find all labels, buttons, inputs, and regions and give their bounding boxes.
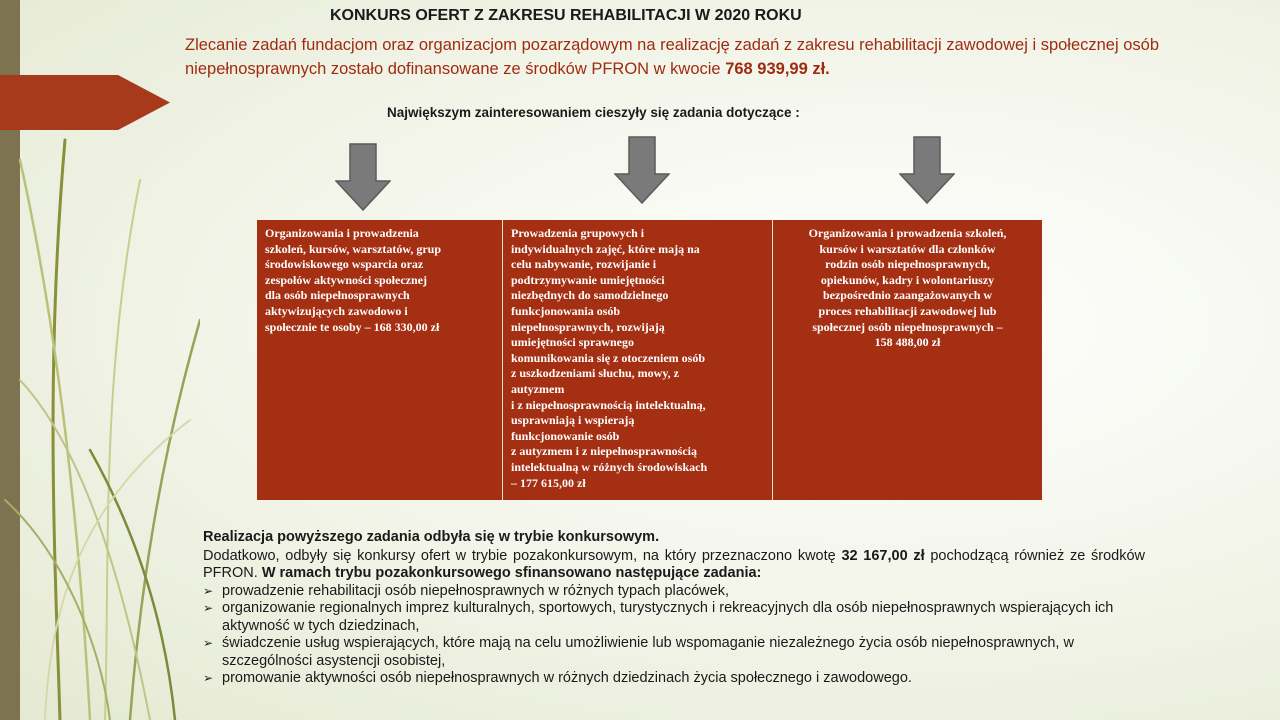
page-title: KONKURS OFERT Z ZAKRESU REHABILITACJI W 2020 ROKU bbox=[330, 7, 802, 24]
list-item-text: prowadzenie rehabilitacji osób niepełnosprawnych w różnych typach placówek, bbox=[222, 582, 729, 599]
intro-text bbox=[185, 33, 1175, 81]
list-item bbox=[203, 635, 1145, 670]
list-item bbox=[203, 583, 1145, 601]
summary-lead: Realizacja powyższego zadania odbyła się w trybie konkursowym. bbox=[203, 529, 660, 545]
task-box-group-classes bbox=[502, 220, 772, 500]
summary-para-bold: W ramach trybu pozakonkursowego sfinansowano następujące zadania: bbox=[261, 565, 762, 581]
task-boxes bbox=[257, 220, 1042, 500]
grass-decoration bbox=[0, 120, 200, 720]
summary-section bbox=[203, 529, 1145, 688]
task-box-text: Organizowania i prowadzenia szkoleń, kursów i warsztatów dla członków rodzin osób niepełnosprawnych, opiekunów, kadry i wolontariuszy bezpośrednio zaangażowanych w proces rehabilitacji zawodowej lub społecznej osób niepełnosprawnych – 158 488,00 zł bbox=[808, 226, 1007, 350]
intro-amount: 768 939,99 zł. bbox=[725, 60, 830, 78]
task-box-trainings bbox=[257, 220, 502, 500]
summary-paragraph bbox=[203, 548, 1145, 583]
list-item bbox=[203, 670, 1145, 688]
arrow-bullet-icon: ➢ bbox=[203, 583, 214, 598]
task-list bbox=[203, 583, 1145, 688]
subheading: Największym zainteresowaniem cieszyły się zadania dotyczące : bbox=[387, 105, 800, 120]
task-box-text: Organizowania i prowadzenia szkoleń, kursów, warsztatów, grup środowiskowego wsparcia oraz zespołów aktywności społecznej dla osób niepełnosprawnych aktywizujących zawodowo i społecznie te osoby – 168 330,00 zł bbox=[265, 226, 442, 334]
arrow-bullet-icon: ➢ bbox=[203, 601, 214, 615]
list-item-text: promowanie aktywności osób niepełnosprawnych w różnych dziedzinach życia społecznego i zawodowego. bbox=[222, 670, 912, 686]
arrow-bullet-icon: ➢ bbox=[203, 671, 214, 685]
list-item-text: świadczenie usług wspierających, które mają na celu umożliwienie lub wspomaganie niezależnego życia osób niepełnosprawnych, w szczególności asystencji osobistej, bbox=[222, 635, 1074, 669]
summary-para-part1: Dodatkowo, odbyły się konkursy ofert w trybie pozakonkursowym, na który przeznaczono kwotę bbox=[203, 547, 842, 564]
down-arrow-icon bbox=[899, 136, 955, 204]
list-item bbox=[203, 600, 1145, 635]
summary-para-part2: pochodzącą również ze środków PFRON. bbox=[203, 547, 1145, 581]
intro-text-body: Zlecanie zadań fundacjom oraz organizacjom pozarządowym na realizację zadań z zakresu rehabilitacji zawodowej i społecznej osób niepełnosprawnych zostało dofinansowane ze środków PFRON w kwocie bbox=[185, 36, 1160, 78]
arrow-bullet-icon: ➢ bbox=[203, 636, 214, 650]
down-arrow-icon bbox=[335, 143, 391, 211]
list-item-text: organizowanie regionalnych imprez kulturalnych, sportowych, turystycznych i rekreacyjnych dla osób niepełnosprawnych wspierających ich aktywność w tych dziedzinach, bbox=[222, 600, 1114, 634]
task-box-family-trainings bbox=[772, 220, 1042, 500]
summary-amount: 32 167,00 zł bbox=[841, 547, 925, 564]
down-arrow-icon bbox=[614, 136, 670, 204]
task-box-text: Prowadzenia grupowych i indywidualnych zajęć, które mają na celu nabywanie, rozwijanie i podtrzymywanie umiejętności niezbędnych do samodzielnego funkcjonowania osób niepełnosprawnych, rozwijają umiejętności sprawnego komunikowania się z otoczeniem osób z uszkodzeniami słuchu, mowy, z autyzmem i z niepełnosprawnością intelektualną, usprawniają i wspierają funkcjonowanie osób z autyzmem i z niepełnosprawnością intelektualną w różnych środowiskach – 177 615,00 zł bbox=[511, 226, 708, 490]
